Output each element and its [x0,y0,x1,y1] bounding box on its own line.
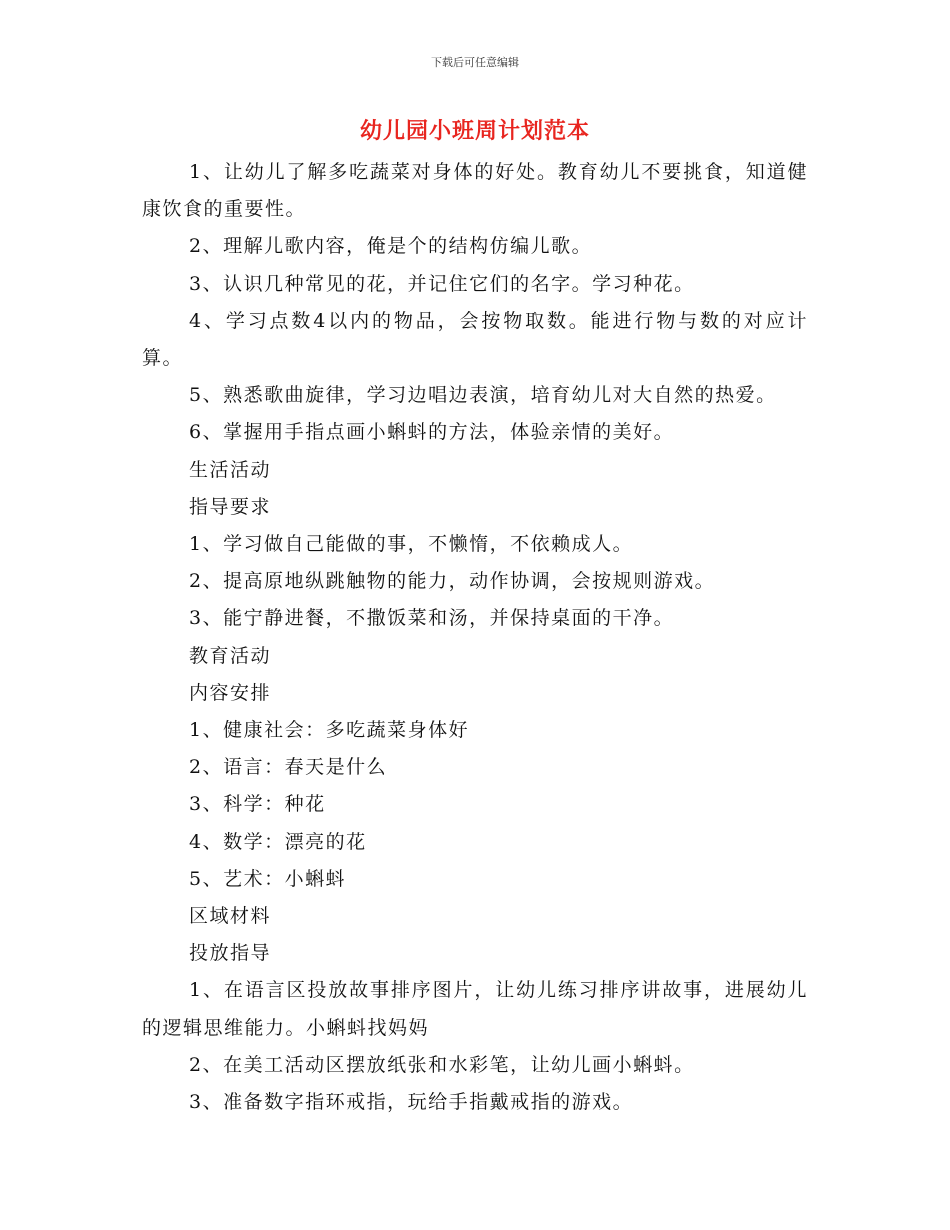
list-item: 2、在美工活动区摆放纸张和水彩笔，让幼儿画小蝌蚪。 [189,1053,695,1076]
header-note: 下载后可任意编辑 [431,56,519,69]
document-body [142,154,808,1121]
list-item: 3、能宁静进餐，不撒饭菜和汤，并保持桌面的干净。 [189,607,675,630]
list-item: 2、提高原地纵跳触物的能力，动作协调，会按规则游戏。 [189,570,716,593]
objective-paragraph: 1、让幼儿了解多吃蔬菜对身体的好处。教育幼儿不要挑食，知道健康饮食的重要性。 [142,161,808,221]
list-item: 1、健康社会：多吃蔬菜身体好 [189,719,470,742]
section-subheading: 内容安排 [189,681,272,704]
section-heading: 教育活动 [189,644,272,667]
objective-paragraph: 3、认识几种常见的花，并记住它们的名字。学习种花。 [189,272,695,295]
section-heading: 区域材料 [189,905,272,928]
list-item: 3、科学：种花 [189,793,326,816]
objective-paragraph: 6、掌握用手指点画小蝌蚪的方法，体验亲情的美好。 [189,421,675,444]
objective-paragraph: 4、学习点数4以内的物品，会按物取数。能进行物与数的对应计算。 [142,309,808,370]
section-subheading: 指导要求 [189,495,272,518]
objective-paragraph: 2、理解儿歌内容，俺是个的结构仿编儿歌。 [189,235,593,258]
section-heading: 生活活动 [189,458,272,481]
list-item: 2、语言：春天是什么 [189,756,388,779]
section-subheading: 投放指导 [189,942,272,965]
list-item: 4、数学：漂亮的花 [189,830,367,853]
list-item: 5、艺术：小蝌蚪 [189,867,347,890]
page-title: 幼儿园小班周计划范本 [359,118,590,144]
list-item: 1、学习做自己能做的事，不懒惰，不依赖成人。 [189,533,634,556]
list-item: 1、在语言区投放故事排序图片，让幼儿练习排序讲故事，进展幼儿的逻辑思维能力。小蝌蚪找妈妈 [142,979,808,1039]
objective-paragraph: 5、熟悉歌曲旋律，学习边唱边表演，培育幼儿对大自然的热爱。 [189,384,777,407]
list-item: 3、准备数字指环戒指，玩给手指戴戒指的游戏。 [189,1091,634,1114]
